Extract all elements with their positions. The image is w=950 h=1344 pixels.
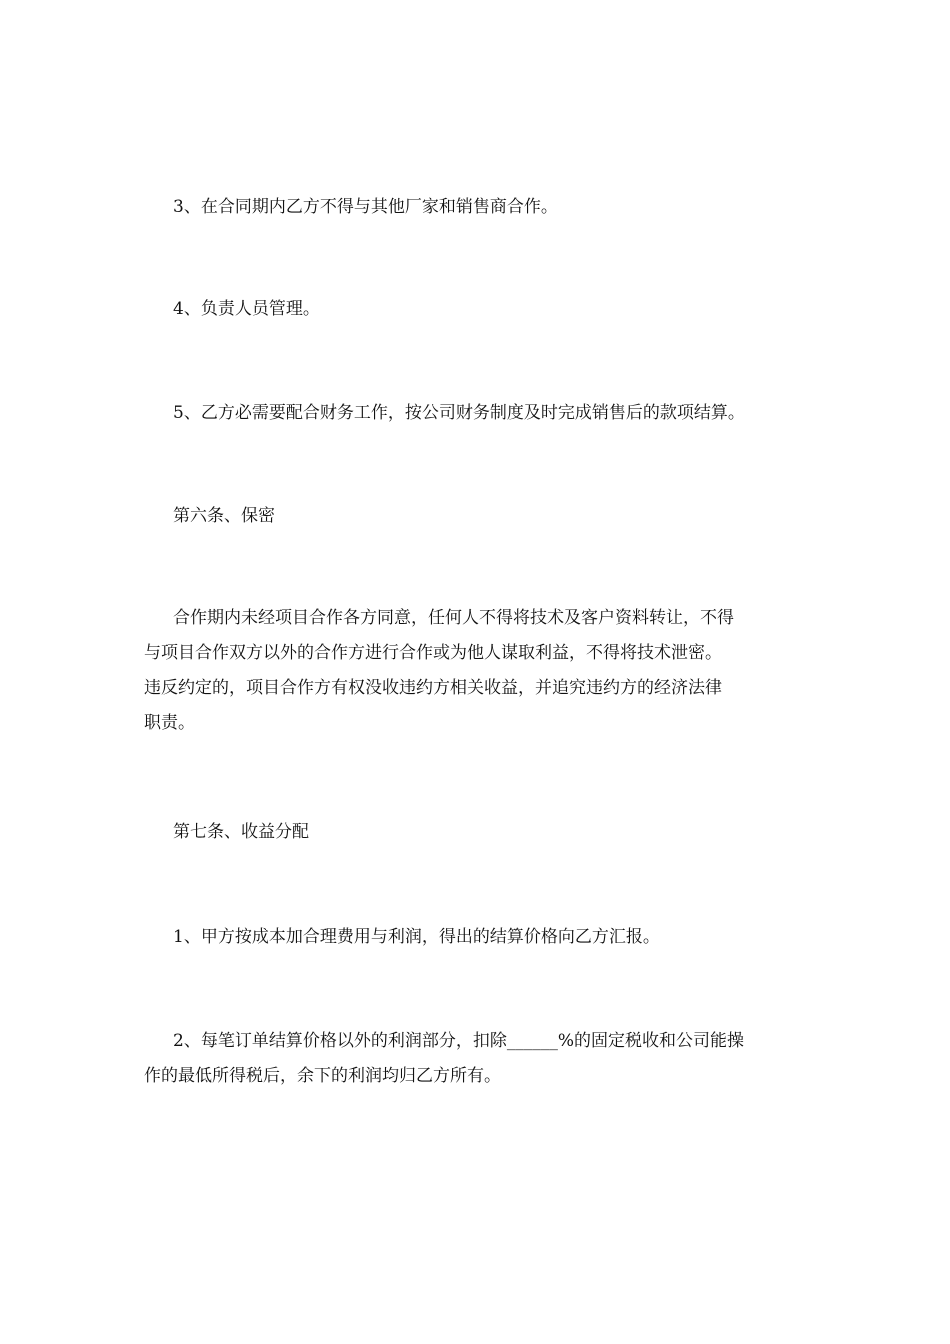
- section-heading-6: [144, 499, 806, 534]
- text-line: 1、甲方按成本加合理费用与利润，得出的结算价格向乙方汇报。: [173, 927, 660, 947]
- clause-item-2: [144, 1024, 806, 1094]
- clause-item-5: [144, 396, 806, 431]
- text-line: 5、乙方必需要配合财务工作，按公司财务制度及时完成销售后的款项结算。: [173, 403, 745, 423]
- text-line: 3、在合同期内乙方不得与其他厂家和销售商合作。: [173, 197, 558, 217]
- clause-item-3: [144, 190, 806, 225]
- text-line: 2、每笔订单结算价格以外的利润部分，扣除______%的固定税收和公司能操: [173, 1031, 744, 1051]
- text-line: 作的最低所得税后，余下的利润均归乙方所有。: [144, 1066, 501, 1086]
- clause-item-1: [144, 920, 806, 955]
- text-line: 第七条、收益分配: [173, 822, 309, 842]
- confidentiality-paragraph: [144, 601, 806, 741]
- text-line: 第六条、保密: [173, 506, 275, 526]
- text-line: 违反约定的，项目合作方有权没收违约方相关收益，并追究违约方的经济法律: [144, 678, 722, 698]
- text-line: 与项目合作双方以外的合作方进行合作或为他人谋取利益，不得将技术泄密。: [144, 643, 722, 663]
- text-line: 合作期内未经项目合作各方同意，任何人不得将技术及客户资料转让，不得: [173, 608, 734, 628]
- clause-item-4: [144, 292, 806, 327]
- section-heading-7: [144, 815, 806, 850]
- text-line: 职责。: [144, 713, 195, 733]
- text-line: 4、负责人员管理。: [173, 299, 320, 319]
